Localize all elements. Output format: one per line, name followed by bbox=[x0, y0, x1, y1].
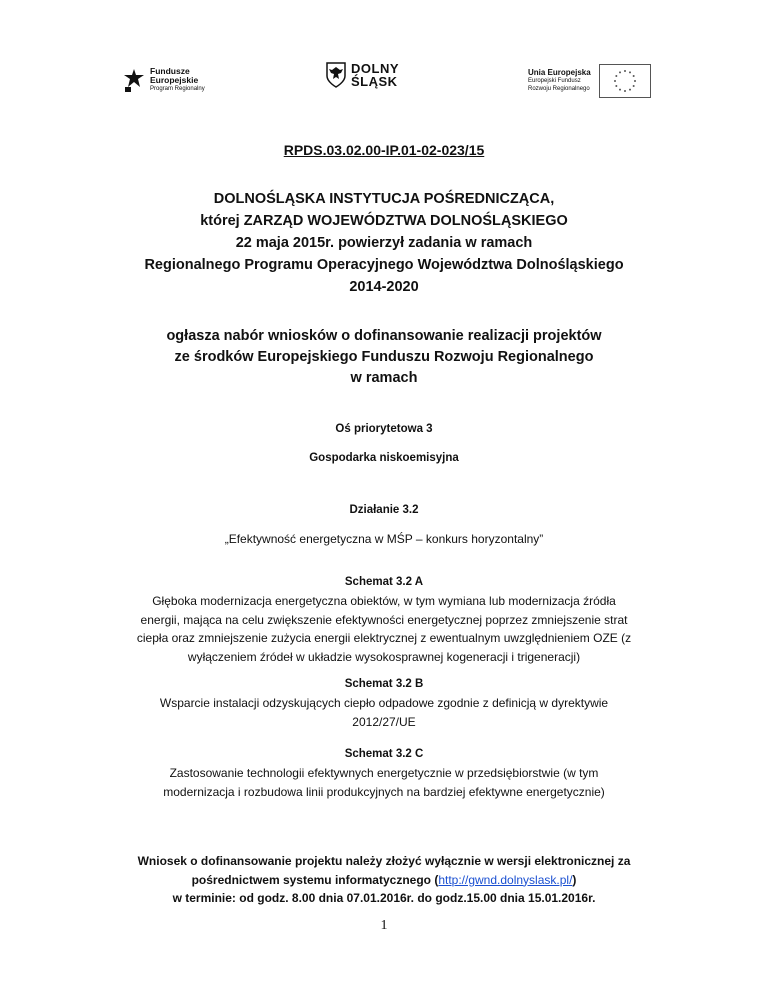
scheme-b-line: Wsparcie instalacji odzyskujących ciepło odpadowe zgodnie z definicją w dyrektywie bbox=[159, 696, 609, 710]
institution-line: 22 maja 2015r. powierzył zadania w ramach bbox=[235, 235, 533, 251]
eu-star-icon bbox=[629, 71, 631, 73]
system-link[interactable]: http://gwnd.dolnyslask.pl/ bbox=[438, 872, 573, 887]
application-info bbox=[60, 852, 708, 908]
scheme-c-line: Zastosowanie technologii efektywnych energetycznie w przedsiębiorstwie (w tym bbox=[169, 766, 599, 780]
application-line3: w terminie: od godz. 8.00 dnia 07.01.2016r. do godz.15.00 dnia 15.01.2016r. bbox=[172, 891, 596, 905]
reference-number: RPDS.03.02.00-IP.01-02-023/15 bbox=[283, 142, 485, 158]
application-line1: Wniosek o dofinansowanie projektu należy złożyć wyłącznie w wersji elektronicznej za bbox=[137, 854, 631, 868]
eu-flag-icon bbox=[599, 64, 651, 98]
institution-line: której ZARZĄD WOJEWÓDZTWA DOLNOŚLĄSKIEGO bbox=[200, 213, 568, 229]
priority-axis-title: Oś priorytetowa 3 bbox=[335, 423, 433, 435]
scheme-c-line: modernizacja i rozbudowa linii produkcyjnych na bardziej efektywne energetycznie) bbox=[163, 784, 605, 799]
eu-star-icon bbox=[624, 70, 626, 72]
institution-block bbox=[60, 188, 708, 298]
page-number: 1 bbox=[380, 918, 388, 933]
ds-line2: ŚLĄSK bbox=[351, 74, 398, 89]
scheme-b-title: Schemat 3.2 B bbox=[344, 678, 424, 690]
measure-name: „Efektywność energetyczna w MŚP – konkurs horyzontalny” bbox=[224, 532, 544, 546]
scheme-b-line: 2012/27/UE bbox=[352, 714, 416, 729]
institution-line: Regionalnego Programu Operacyjnego Województwa Dolnośląskiego bbox=[144, 257, 624, 273]
eu-star-icon bbox=[619, 89, 621, 91]
ue-line2: Europejski Fundusz bbox=[528, 78, 581, 84]
scheme-a-line: ciepła oraz zmniejszenie zużycia energii elektrycznej z ewentualnym uwzględnieniem OZE (z bbox=[136, 631, 632, 645]
unia-europejska-logo bbox=[528, 64, 651, 98]
application-line2 bbox=[60, 871, 708, 890]
announcement-line: w ramach bbox=[350, 370, 418, 386]
announcement-block bbox=[60, 326, 708, 389]
scheme-a-text bbox=[60, 592, 708, 666]
scheme-a-line: Głęboka modernizacja energetyczna obiektów, w tym wymiana lub modernizacja źródła bbox=[152, 594, 616, 608]
announcement-line: ze środków Europejskiego Funduszu Rozwoju Regionalnego bbox=[174, 349, 594, 365]
ue-line1: Unia Europejska bbox=[528, 68, 591, 77]
ue-line3: Rozwoju Regionalnego bbox=[528, 86, 590, 92]
scheme-a-title: Schemat 3.2 A bbox=[344, 576, 424, 588]
fe-star-icon bbox=[122, 67, 146, 93]
ds-line1: DOLNY bbox=[351, 61, 399, 76]
fe-line2: Europejskie bbox=[150, 74, 199, 85]
dolny-slask-logo bbox=[326, 62, 399, 88]
scheme-b-text bbox=[60, 694, 708, 731]
announcement-line: ogłasza nabór wniosków o dofinansowanie realizacji projektów bbox=[166, 328, 602, 344]
scheme-a-line: wyłączeniem źródeł w układzie wysokosprawnej kogeneracji i trigeneracji) bbox=[187, 649, 581, 664]
eu-star-icon bbox=[614, 80, 616, 82]
fe-line1: Fundusze bbox=[150, 65, 190, 76]
eu-star-icon bbox=[632, 75, 634, 77]
institution-line: 2014-2020 bbox=[349, 279, 419, 295]
eu-star-icon bbox=[624, 90, 626, 92]
measure-title: Działanie 3.2 bbox=[349, 504, 419, 516]
fundusze-europejskie-logo bbox=[122, 62, 205, 98]
institution-line: DOLNOŚLĄSKA INSTYTUCJA POŚREDNICZĄCA, bbox=[213, 191, 555, 207]
scheme-c-text bbox=[60, 764, 708, 801]
scheme-c-title: Schemat 3.2 C bbox=[344, 748, 424, 760]
scheme-a-line: energii, mająca na celu zwiększenie efektywności energetycznej poprzez zmniejszenie strat bbox=[140, 612, 628, 627]
fe-line3: Program Regionalny bbox=[150, 85, 205, 92]
priority-axis-name: Gospodarka niskoemisyjna bbox=[309, 452, 459, 464]
eu-star-icon bbox=[619, 71, 621, 73]
eagle-crest-icon bbox=[326, 62, 346, 88]
eu-star-icon bbox=[629, 89, 631, 91]
eu-star-icon bbox=[632, 85, 634, 87]
application-line2-before: pośrednictwem systemu informatycznego ( bbox=[191, 872, 439, 887]
eu-star-icon bbox=[615, 75, 617, 77]
logo-bar bbox=[0, 58, 768, 104]
eu-star-icon bbox=[634, 80, 636, 82]
application-line2-after: ) bbox=[572, 872, 577, 887]
eu-star-icon bbox=[615, 85, 617, 87]
